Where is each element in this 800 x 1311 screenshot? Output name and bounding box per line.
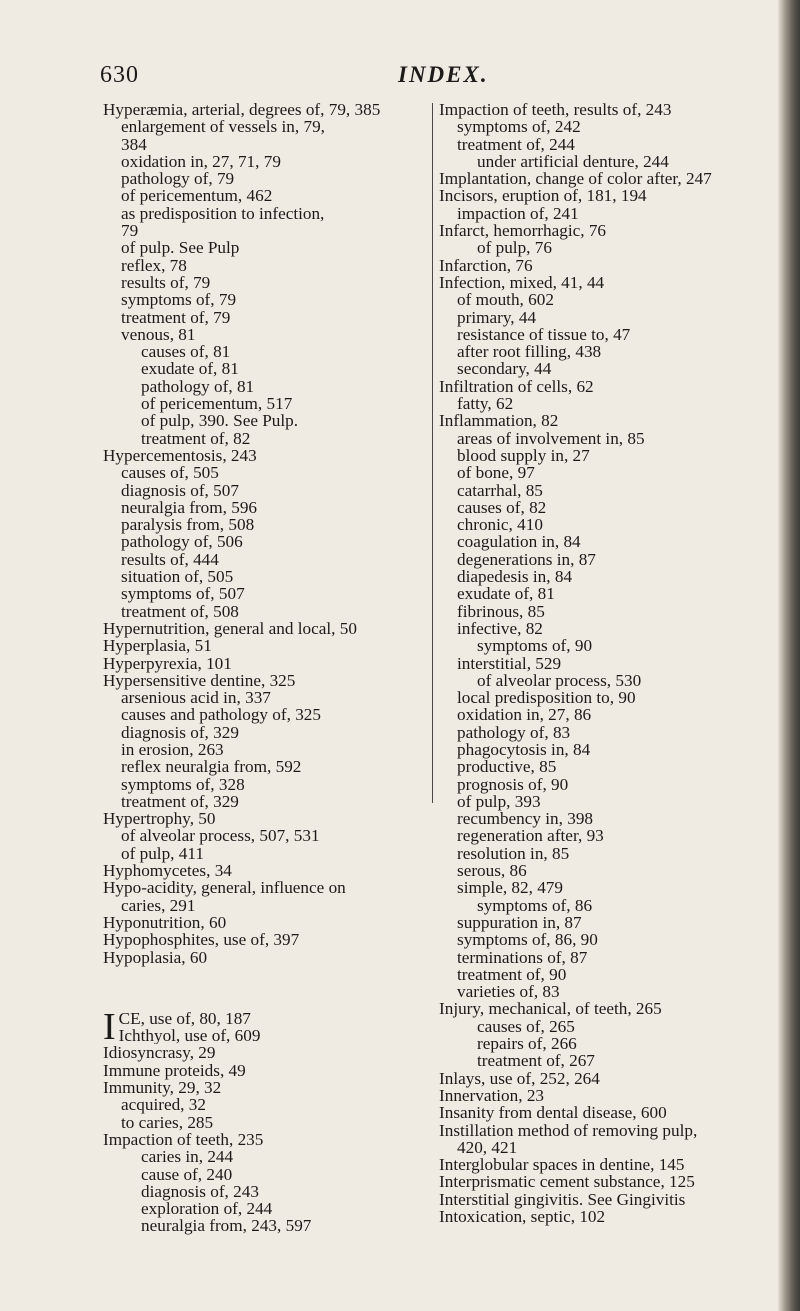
- index-entry: Hyperplasia, 51: [103, 636, 212, 656]
- index-entry: of bone, 97: [457, 463, 535, 483]
- index-entry: chronic, 410: [457, 515, 543, 535]
- index-column-left: [103, 101, 425, 1235]
- index-entry: Hypersensitive dentine, 325: [103, 670, 296, 690]
- index-entry: symptoms of, 507: [121, 584, 245, 604]
- index-entry: of alveolar process, 530: [477, 670, 642, 690]
- index-entry: prognosis of, 90: [457, 774, 569, 794]
- index-entry: local predisposition to, 90: [457, 688, 636, 708]
- index-entry: results of, 444: [121, 549, 219, 569]
- index-entry: Innervation, 23: [439, 1085, 545, 1105]
- index-entry: Infiltration of cells, 62: [439, 376, 594, 396]
- index-entry: causes and pathology of, 325: [121, 705, 321, 725]
- index-entry: Incisors, eruption of, 181, 194: [439, 186, 647, 206]
- index-entry: causes of, 265: [477, 1016, 575, 1036]
- index-entry: Hypoplasia, 60: [103, 947, 208, 967]
- index-entry: pathology of, 79: [121, 169, 235, 189]
- index-entry: recumbency in, 398: [457, 809, 594, 829]
- index-entry: reflex, 78: [121, 255, 187, 275]
- index-entry: Immune proteids, 49: [103, 1060, 246, 1080]
- index-entry: Infarct, hemorrhagic, 76: [439, 221, 607, 241]
- index-entry: diagnosis of, 507: [121, 480, 239, 500]
- section-i-start: [103, 1010, 425, 1045]
- section-gap: [103, 966, 425, 1010]
- index-entry: Infarction, 76: [439, 255, 533, 275]
- index-entry: Ichthyol, use of, 609: [118, 1026, 261, 1045]
- index-entry: Inlays, use of, 252, 264: [439, 1068, 600, 1088]
- index-entry: impaction of, 241: [457, 203, 579, 223]
- index-entry: treatment of, 329: [121, 791, 239, 811]
- index-entry: Interglobular spaces in dentine, 145: [439, 1155, 685, 1175]
- index-entry: neuralgia from, 243, 597: [141, 1216, 312, 1236]
- index-entry: catarrhal, 85: [457, 480, 543, 500]
- index-entry: simple, 82, 479: [457, 878, 563, 898]
- index-entry: of pericementum, 517: [141, 394, 293, 414]
- running-head: INDEX.: [398, 62, 489, 87]
- index-entry: regeneration after, 93: [457, 826, 604, 846]
- index-entry: symptoms of, 79: [121, 290, 237, 310]
- index-entry: blood supply in, 27: [457, 445, 590, 465]
- index-entry: treatment of, 82: [141, 428, 251, 448]
- index-entry: of pulp, 390. See Pulp.: [141, 411, 299, 431]
- index-entry: results of, 79: [121, 272, 211, 292]
- index-entry: resistance of tissue to, 47: [457, 324, 631, 344]
- index-entry: cause of, 240: [141, 1164, 233, 1184]
- index-entry: Instillation method of removing pulp,: [439, 1120, 698, 1140]
- index-entry: diagnosis of, 243: [141, 1181, 259, 1201]
- index-entry: symptoms of, 242: [457, 117, 581, 137]
- index-entry: Interstitial gingivitis. See Gingivitis: [439, 1189, 686, 1209]
- index-entry: of pericementum, 462: [121, 186, 273, 206]
- index-entry: secondary, 44: [457, 359, 552, 379]
- index-entry: causes of, 505: [121, 463, 219, 483]
- index-entry: of mouth, 602: [457, 290, 554, 310]
- page-header: [0, 62, 790, 92]
- index-entry: degenerations in, 87: [457, 549, 596, 569]
- index-entry: causes of, 81: [141, 342, 231, 362]
- index-entry: oxidation in, 27, 86: [457, 705, 592, 725]
- index-entry: terminations of, 87: [457, 947, 588, 967]
- index-entry: fatty, 62: [457, 394, 514, 414]
- index-entry: 384: [121, 134, 147, 154]
- index-entry: treatment of, 267: [477, 1051, 595, 1071]
- index-entry: causes of, 82: [457, 497, 547, 517]
- index-entry: arsenious acid in, 337: [121, 688, 271, 708]
- index-entries-right: [439, 101, 789, 1225]
- index-entry: CE, use of, 80, 187: [118, 1009, 251, 1028]
- index-entry: as predisposition to infection,: [121, 203, 325, 223]
- index-entries-left-after: [103, 1044, 425, 1234]
- index-entry: Impaction of teeth, results of, 243: [439, 100, 672, 119]
- index-entry: treatment of, 79: [121, 307, 231, 327]
- index-entry: Infection, mixed, 41, 44: [439, 272, 605, 292]
- index-entry: symptoms of, 90: [477, 636, 593, 656]
- index-entry: Hypo-acidity, general, influence on: [103, 878, 346, 898]
- index-entry: pathology of, 81: [141, 376, 255, 396]
- index-entry: reflex neuralgia from, 592: [121, 757, 302, 777]
- index-entry: of pulp. See Pulp: [121, 238, 240, 258]
- index-entry: Intoxication, septic, 102: [439, 1207, 606, 1226]
- index-entry: interstitial, 529: [457, 653, 562, 673]
- index-entry: Hypophosphites, use of, 397: [103, 930, 300, 950]
- index-entry: treatment of, 90: [457, 964, 567, 984]
- index-entry: repairs of, 266: [477, 1034, 577, 1054]
- index-entry: serous, 86: [457, 861, 527, 881]
- index-entry: Immunity, 29, 32: [103, 1078, 222, 1098]
- index-entry: exudate of, 81: [457, 584, 555, 604]
- index-entry: Hypernutrition, general and local, 50: [103, 618, 357, 638]
- index-entry: exploration of, 244: [141, 1199, 273, 1219]
- index-entry: Impaction of teeth, 235: [103, 1129, 264, 1149]
- index-entry: Hyphomycetes, 34: [103, 861, 232, 881]
- index-entry: enlargement of vessels in, 79,: [121, 117, 325, 137]
- index-entry: Implantation, change of color after, 247: [439, 169, 712, 189]
- index-entry: primary, 44: [457, 307, 537, 327]
- index-entry: after root filling, 438: [457, 342, 602, 362]
- index-entry: 79: [121, 221, 139, 241]
- index-entry: Hypertrophy, 50: [103, 809, 216, 829]
- index-entry: Injury, mechanical, of teeth, 265: [439, 999, 662, 1019]
- index-entries-left: [103, 101, 425, 966]
- index-entry: fibrinous, 85: [457, 601, 545, 621]
- index-entry: of alveolar process, 507, 531: [121, 826, 320, 846]
- index-entry: Inflammation, 82: [439, 411, 559, 431]
- index-entry: oxidation in, 27, 71, 79: [121, 151, 281, 171]
- index-entry: symptoms of, 86: [477, 895, 593, 915]
- column-divider: [432, 103, 433, 803]
- index-entry: Hypercementosis, 243: [103, 445, 257, 465]
- index-entry: Hyperpyrexia, 101: [103, 653, 232, 673]
- index-entry: treatment of, 508: [121, 601, 239, 621]
- index-entry: suppuration in, 87: [457, 912, 582, 932]
- index-entry: 420, 421: [457, 1137, 518, 1157]
- index-entry: productive, 85: [457, 757, 557, 777]
- index-entry: varieties of, 83: [457, 982, 560, 1002]
- index-entry: of pulp, 76: [477, 238, 552, 258]
- index-entry: to caries, 285: [121, 1112, 214, 1132]
- index-entry: symptoms of, 86, 90: [457, 930, 598, 950]
- index-entry: treatment of, 244: [457, 134, 575, 154]
- index-entry: pathology of, 83: [457, 722, 571, 742]
- index-entry: situation of, 505: [121, 567, 234, 587]
- index-entry: diapedesis in, 84: [457, 567, 573, 587]
- index-entry: coagulation in, 84: [457, 532, 581, 552]
- page-number: 630: [100, 62, 139, 88]
- index-entry: Hyperæmia, arterial, degrees of, 79, 385: [103, 100, 381, 119]
- index-entry: acquired, 32: [121, 1095, 206, 1115]
- index-column-right: [439, 101, 789, 1225]
- index-entry: Hyponutrition, 60: [103, 912, 227, 932]
- index-entry: infective, 82: [457, 618, 543, 638]
- index-entry: neuralgia from, 596: [121, 497, 258, 517]
- index-entry: of pulp, 411: [121, 843, 204, 863]
- index-entry: in erosion, 263: [121, 739, 224, 759]
- index-entry: symptoms of, 328: [121, 774, 245, 794]
- index-entry: venous, 81: [121, 324, 196, 344]
- index-entry: of pulp, 393: [457, 791, 541, 811]
- index-entry: pathology of, 506: [121, 532, 243, 552]
- index-entry: caries, 291: [121, 895, 196, 915]
- index-entry: phagocytosis in, 84: [457, 739, 591, 759]
- index-entry: Interprismatic cement substance, 125: [439, 1172, 695, 1192]
- index-entry: Idiosyncrasy, 29: [103, 1043, 216, 1063]
- index-entry: resolution in, 85: [457, 843, 570, 863]
- index-entry: under artificial denture, 244: [477, 151, 669, 171]
- index-entry: exudate of, 81: [141, 359, 239, 379]
- index-entry: caries in, 244: [141, 1147, 234, 1167]
- index-entry: diagnosis of, 329: [121, 722, 239, 742]
- index-entry: Insanity from dental disease, 600: [439, 1103, 667, 1123]
- index-entry: paralysis from, 508: [121, 515, 255, 535]
- index-entry: areas of involvement in, 85: [457, 428, 645, 448]
- dropcap-letter: I: [103, 1009, 116, 1045]
